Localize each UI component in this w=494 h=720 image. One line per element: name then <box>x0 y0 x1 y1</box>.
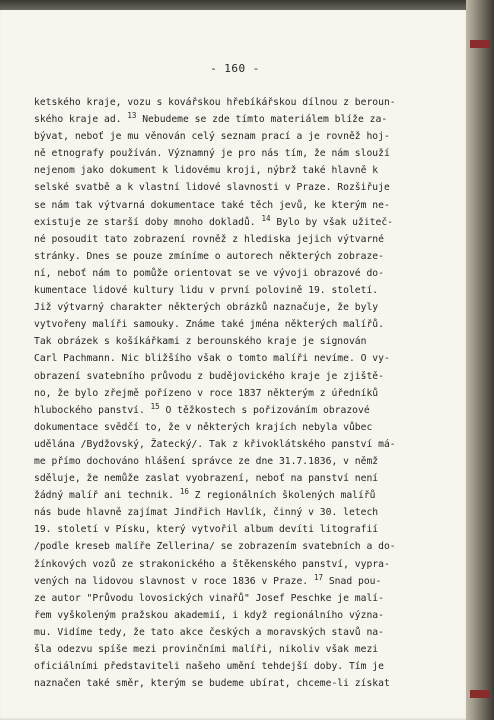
text-line-segment: nejenom jako dokument k lidovému kroji, nýbrž také hlavně k <box>34 165 379 177</box>
text-line <box>34 521 439 538</box>
text-line <box>34 350 439 367</box>
footnote-reference: 14 <box>261 213 271 223</box>
text-line-segment: řem vyškoleným pražskou akademií, i když regionálního význa- <box>34 609 384 621</box>
text-line-segment: Již výtvarný charakter některých obrázků naznačuje, že byly <box>34 302 379 314</box>
text-line <box>34 624 439 641</box>
text-line-segment: me přímo dochováno hlášení správce ze dne 31.7.1836, v němž <box>34 455 379 467</box>
text-line-segment: hlubockého panství. <box>34 404 151 416</box>
footnote-reference: 16 <box>179 487 189 497</box>
text-line <box>34 556 439 573</box>
text-line-segment: obrazení svatebního průvodu z budějovického kraje je zjiště- <box>34 370 384 382</box>
text-line <box>34 111 439 128</box>
text-line <box>34 179 439 196</box>
text-line <box>34 675 439 692</box>
text-line-segment: udělána /Bydžovský, Žatecký/. Tak z křivoklátského panství má- <box>34 438 396 450</box>
text-line-segment: existuje ze starší doby mnoho dokladů. <box>34 216 262 228</box>
body-text <box>34 94 439 692</box>
text-line-segment: dokumentace svědčí to, že v některých krajích nebyla vůbec <box>34 421 373 433</box>
text-line-segment: né posoudit tato zobrazení rovněž z hlediska jejich výtvarné <box>34 233 384 245</box>
text-line-segment: Z regionálních školených malířů <box>188 490 376 502</box>
text-line <box>34 248 439 265</box>
text-line-segment: Snad pou- <box>323 575 382 587</box>
text-line <box>34 368 439 385</box>
text-line-segment: se nám tak výtvarná dokumentace také těch jevů, ke kterým ne- <box>34 199 390 211</box>
text-line-segment: kumentace lidové kultury lidu v první polovině 19. století. <box>34 285 379 297</box>
text-line-segment: nás bude hlavně zajímat Jindřich Havlík, činný v 30. letech <box>34 507 379 519</box>
text-line <box>34 573 439 590</box>
text-line-segment: mu. Vidíme tedy, že tato akce českých a moravských stavů na- <box>34 626 384 638</box>
text-line <box>34 402 439 419</box>
text-line-segment: Tak obrázek s košíkářkami z berounského kraje je signován <box>34 336 367 348</box>
text-line <box>34 94 439 111</box>
page-number: - 160 - <box>210 62 260 75</box>
text-line <box>34 282 439 299</box>
text-line-segment: ně etnografy používán. Významný je pro nás tím, že nám slouží <box>34 148 390 160</box>
text-line <box>34 453 439 470</box>
text-line-segment: bývat, neboť je mu věnován celý seznam prací a je rovněž hoj- <box>34 131 390 143</box>
text-line-segment: naznačen také směr, kterým se budeme ubírat, chceme-li získat <box>34 678 390 690</box>
text-line <box>34 504 439 521</box>
text-line <box>34 265 439 282</box>
text-line <box>34 299 439 316</box>
text-line <box>34 641 439 658</box>
text-line <box>34 231 439 248</box>
text-line-segment: stránky. Dnes se pouze zmíníme o autorech některých zobraze- <box>34 250 384 262</box>
text-line <box>34 128 439 145</box>
text-line <box>34 436 439 453</box>
text-line <box>34 197 439 214</box>
text-line-segment: /podle kreseb malíře Zellerina/ se zobrazením svatebních a do- <box>34 541 396 553</box>
text-line-segment: 19. století v Písku, který vytvořil album devíti litografií <box>34 524 379 536</box>
text-line-segment: žínkových vozů ze strakonického a štěkenského panství, vypra- <box>34 558 390 570</box>
text-line-segment: ze autor "Průvodu lovosických vinařů" Josef Peschke je malí- <box>34 592 384 604</box>
text-line <box>34 538 439 555</box>
text-line-segment: ketského kraje, vozu s kovářskou hřebíkářskou dílnou z beroun- <box>34 97 396 108</box>
text-line-segment: oficiálními představiteli našeho umění tehdejší doby. Tím je <box>34 661 384 673</box>
text-line-segment: O těžkostech s pořizováním obrazové <box>159 404 370 416</box>
text-line-segment: ní, neboť nám to pomůže orientovat se ve vývoji obrazové do- <box>34 267 384 279</box>
text-line <box>34 316 439 333</box>
text-line-segment: selské svatbě a k vlastní lidové slavnosti v Praze. Rozšiřuje <box>34 182 390 194</box>
footnote-reference: 13 <box>127 111 137 121</box>
text-line <box>34 658 439 675</box>
book-binding <box>466 0 494 720</box>
text-line <box>34 607 439 624</box>
binding-tab <box>470 690 490 698</box>
footnote-reference: 17 <box>313 572 323 582</box>
text-line-segment: Nebudeme se zde tímto materiálem blíže za- <box>136 114 388 126</box>
text-line <box>34 333 439 350</box>
text-line <box>34 162 439 179</box>
footnote-reference: 15 <box>150 401 160 411</box>
text-line <box>34 487 439 504</box>
text-line-segment: šla odezvu spíše mezi provinčními malíři, nikoliv však mezi <box>34 644 379 655</box>
text-line <box>34 470 439 487</box>
text-line-segment: no, že bylo zřejmě pořízeno v roce 1837 některým z úředníků <box>34 387 379 399</box>
text-line <box>34 419 439 436</box>
text-line <box>34 214 439 231</box>
text-line <box>34 385 439 402</box>
text-line-segment: žádný malíř ani technik. <box>34 490 180 502</box>
scan-top-edge <box>0 0 470 10</box>
text-line-segment: vených na lidovou slavnost v roce 1836 v Praze. <box>34 575 314 587</box>
binding-tab <box>470 40 490 48</box>
text-line-segment: Carl Pachmann. Nic bližšího však o tomto malíři nevíme. O vy- <box>34 353 390 365</box>
text-line <box>34 590 439 607</box>
text-line-segment: vytvořeny malíři samouky. Známe také jména některých malířů. <box>34 319 384 331</box>
text-line-segment: Bylo by však užiteč- <box>270 216 393 228</box>
text-line <box>34 145 439 162</box>
text-line-segment: sděluje, že nemůže zaslat vyobrazení, neboť na panství není <box>34 473 379 485</box>
text-line-segment: ského kraje ad. <box>34 114 128 126</box>
